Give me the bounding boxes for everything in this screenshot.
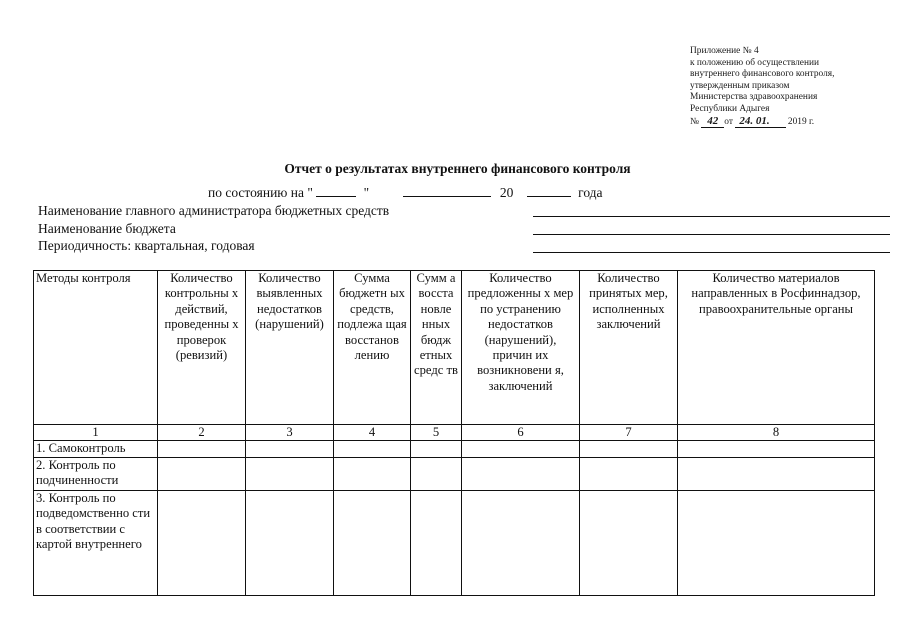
from-word: от — [724, 116, 733, 127]
header-row — [34, 271, 875, 425]
number-sign: № — [690, 116, 699, 127]
table-cell[interactable] — [158, 441, 246, 457]
appendix-line: внутреннего финансового контроля, — [690, 69, 835, 80]
appendix-line: Приложение № 4 — [690, 46, 759, 56]
table-cell[interactable] — [678, 441, 875, 457]
header-materials-sent: Количество материалов направленных в Росфиннадзор, правоохранительные органы — [678, 271, 875, 425]
column-number: 2 — [158, 425, 246, 441]
table-row — [34, 490, 875, 595]
year-blank[interactable] — [527, 184, 571, 197]
table-cell[interactable] — [246, 490, 334, 595]
table-row — [34, 441, 875, 457]
table-cell[interactable] — [411, 441, 462, 457]
admin-field-line[interactable] — [533, 216, 890, 217]
column-number: 5 — [411, 425, 462, 441]
column-number: 3 — [246, 425, 334, 441]
header-proposed-measures: Количество предложенны х мер по устранению недостатков (нарушений), причин их возникновени я, заключений — [462, 271, 580, 425]
appendix-line: утвержденным приказом — [690, 80, 790, 91]
column-number: 4 — [334, 425, 411, 441]
table-cell[interactable] — [462, 441, 580, 457]
column-number: 8 — [678, 425, 875, 441]
report-table — [33, 270, 875, 596]
header-methods: Методы контроля — [34, 271, 158, 425]
header-amount-restored: Сумм а восста новле нных бюдж етных средс тв — [411, 271, 462, 425]
table-cell[interactable] — [580, 441, 678, 457]
table-cell[interactable] — [246, 441, 334, 457]
table-cell[interactable] — [334, 457, 411, 490]
admin-label: Наименование главного администратора бюджетных средств — [38, 203, 390, 218]
appendix-line: Республики Адыгея — [690, 103, 770, 114]
table-cell[interactable] — [158, 490, 246, 595]
row-label-self-control: 1. Самоконтроль — [34, 441, 158, 457]
table-cell[interactable] — [462, 457, 580, 490]
column-number: 7 — [580, 425, 678, 441]
report-title: Отчет о результатах внутреннего финансового контроля — [284, 161, 631, 176]
row-label-departmental: 3. Контроль по подведомственно сти в соответствии с картой внутреннего — [34, 490, 158, 595]
order-date-handwritten: 24. 01. — [735, 115, 785, 128]
as-of-prefix: по состоянию на " — [208, 185, 313, 200]
header-amount-to-restore: Сумма бюджетн ых средств, подлежа щая восстанов лению — [334, 271, 411, 425]
table-cell[interactable] — [678, 457, 875, 490]
table-cell[interactable] — [580, 490, 678, 595]
table-row — [34, 457, 875, 490]
year-prefix: 20 — [499, 185, 514, 200]
order-number-line — [690, 116, 895, 129]
appendix-block — [690, 46, 895, 128]
table-cell[interactable] — [462, 490, 580, 595]
column-number-row — [34, 425, 875, 441]
quote-close: " — [363, 185, 370, 200]
column-number: 1 — [34, 425, 158, 441]
as-of-suffix: года — [578, 185, 603, 200]
appendix-line: к положению об осуществлении — [690, 57, 820, 68]
table-cell[interactable] — [246, 457, 334, 490]
table-cell[interactable] — [158, 457, 246, 490]
header-violations-count: Количество выявленных недостатков (нарушений) — [246, 271, 334, 425]
budget-label: Наименование бюджета — [38, 221, 176, 236]
row-label-subordination: 2. Контроль по подчиненности — [34, 457, 158, 490]
order-year: 2019 г. — [787, 116, 815, 127]
header-actions-count: Количество контрольны х действий, проведенны х проверок (ревизий) — [158, 271, 246, 425]
periodicity-label: Периодичность: квартальная, годовая — [38, 238, 255, 253]
as-of-line — [208, 184, 603, 201]
budget-field-line[interactable] — [533, 234, 890, 235]
table-cell[interactable] — [580, 457, 678, 490]
periodicity-field-line[interactable] — [533, 252, 890, 253]
table-cell[interactable] — [334, 490, 411, 595]
header-accepted-measures: Количество принятых мер, исполненных заключений — [580, 271, 678, 425]
month-blank[interactable] — [403, 184, 491, 197]
table-cell[interactable] — [411, 457, 462, 490]
table-cell[interactable] — [334, 441, 411, 457]
day-blank[interactable] — [316, 184, 356, 197]
appendix-line: Министерства здравоохранения — [690, 92, 818, 103]
table-cell[interactable] — [678, 490, 875, 595]
table-cell[interactable] — [411, 490, 462, 595]
column-number: 6 — [462, 425, 580, 441]
order-number-handwritten: 42 — [701, 115, 724, 128]
